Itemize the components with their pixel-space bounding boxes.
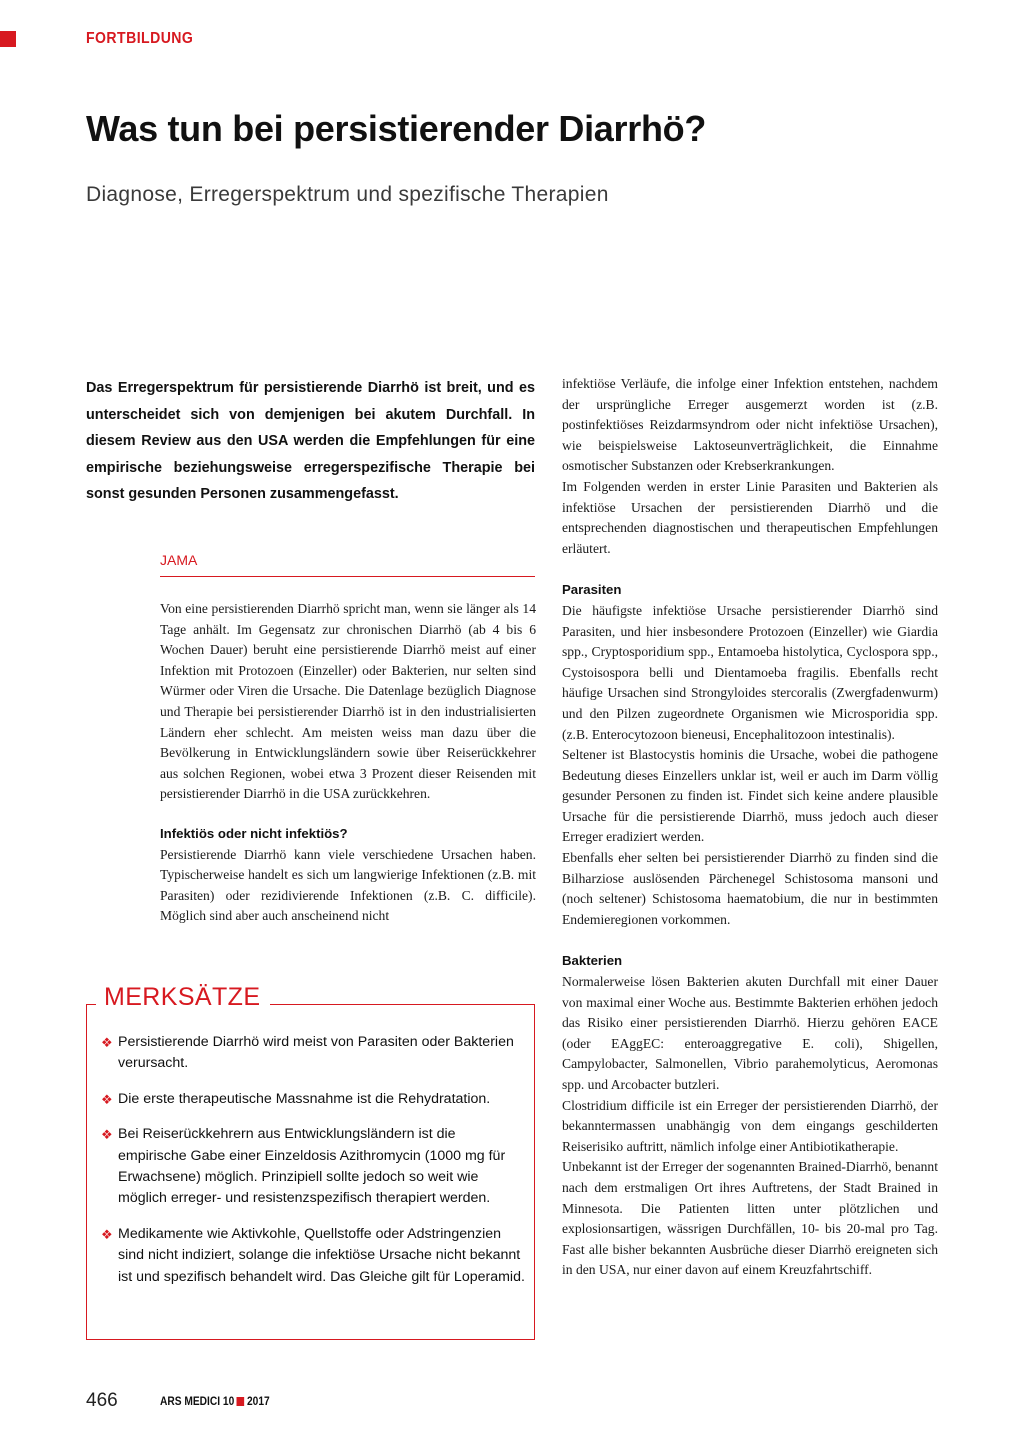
infektioes-paragraph: Persistierende Diarrhö kann viele verschiedene Ursachen haben. Typischerweise handelt es sich um langwierige Infektionen (z.B. mit Parasiten) oder rezidivierende Infektionen (z.B. C. difficile). Möglich sind aber auch anscheinend nicht	[160, 846, 536, 924]
footer-journal	[160, 1394, 270, 1408]
parasiten-paragraph-2: Seltener ist Blastocystis hominis die Ursache, wobei die pathogene Bedeutung dieses Einzellers unklar ist, weil er auch im Darm völlig gesunder Personen zu finden ist. Findet sich keine andere plausible Ursache für die persistierende Diarrhö, muss jedoch auch dieser Erreger eradiziert werden.	[562, 747, 938, 845]
bakterien-paragraph-3: Unbekannt ist der Erreger der sogenannten Brained-Diarrhö, benannt nach dem erstmaligen Ort ihres Auftretens, der Stadt Brained in Minnesota. Die Patienten litten unter plötzlichen und explosionsartigen, wässrigen Durchfällen, 10- bis 20-mal pro Tag. Fast alle bisher bekannten Ausbrüche dieser Diarrhö ereigneten sich in den USA, nur einer davon auf einem Kreuzfahrtschiff.	[562, 1159, 938, 1278]
article-lead: Das Erregerspektrum für persistierende Diarrhö ist breit, und es unterscheidet sich von demjenigen bei akutem Durchfall. In diesem Review aus den USA werden die Empfehlungen für eine empirische beziehungsweise erregerspezifische Therapie bei sonst gesunden Personen zusammengefasst.	[86, 380, 535, 503]
merksaetze-title: MERKSÄTZE	[104, 983, 261, 1011]
bakterien-paragraph-2: Clostridium difficile ist ein Erreger der persistierenden Diarrhö, der bekanntermassen unabhängig von dem eingangs geschilderten Reiserisiko auftritt, nämlich infolge einer Antibiotikatherapie.	[562, 1097, 938, 1154]
merksatz-text: Die erste therapeutische Massnahme ist die Rehydratation.	[118, 1090, 491, 1107]
source-divider	[160, 576, 535, 577]
article-title: Was tun bei persistierender Diarrhö?	[86, 108, 707, 149]
source-label: JAMA	[160, 552, 198, 568]
merksaetze-box-edge	[86, 1004, 96, 1005]
merksatz-item	[101, 1032, 527, 1075]
merksaetze-box-rule	[270, 1004, 535, 1005]
section-marker	[0, 31, 16, 47]
continuation-paragraph: infektiöse Verläufe, die infolge einer Infektion entstehen, nachdem der ursprüngliche Erreger ausgemerzt worden ist (z.B. postinfektiöses Reizdarmsyndrom oder nicht infektiöse Ursachen), wie beispielsweise Laktoseunverträglichkeit, die Einnahme osmotischer Substanzen oder Krebserkrankungen.	[562, 376, 938, 474]
heading-infektioes: Infektiös oder nicht infektiös?	[160, 825, 348, 841]
article-subtitle: Diagnose, Erregerspektrum und spezifische Therapien	[86, 183, 609, 206]
heading-bakterien: Bakterien	[562, 953, 623, 969]
diamond-bullet-icon: ❖	[101, 1226, 113, 1242]
merksatz-text: Persistierende Diarrhö wird meist von Parasiten oder Bakterien verursacht.	[118, 1034, 514, 1072]
parasiten-paragraph-1: Die häufigste infektiöse Ursache persistierender Diarrhö sind Parasiten, und hier insbesondere Protozoen (Einzeller) wie Giardia spp., Cryptosporidium spp., Entamoeba histolytica, Cyclospora spp., Cystoisospora belli und Dientamoeba fragilis. Ebenfalls recht häufige Ursachen sind Strongyloides stercoralis (Zwergfadenwurm) und den Pilzen zugeordnete Organismen wie Microsporidia spp. (z.B. Enterocytozoon bieneusi, Encephalitozoon intestinalis).	[562, 602, 938, 742]
merksatz-text: Bei Reiserückkehrern aus Entwicklungsländern ist die empirische Gabe einer Einzeldosis Azithromycin (1000 mg für Erwachsene) möglich. Prinzipiell sollte jedoch so weit wie möglich erreger- und resistenzspezifisch therapiert werden.	[118, 1126, 506, 1207]
merksatz-item	[101, 1124, 527, 1210]
intro-paragraph: Von eine persistierenden Diarrhö spricht man, wenn sie länger als 14 Tage anhält. Im Gegensatz zur chronischen Diarrhö (ab 4 bis 6 Wochen Dauer) beruht eine persistierende Diarrhö meist auf einer Infektion mit Protozoen (Einzeller) oder Bakterien, nur selten sind Würmer oder Viren die Ursache. Die Datenlage bezüglich Diagnose und Therapie bei persistierender Diarrhö ist in den industrialisierten Ländern eher schlecht. Am meisten weiss man dazu über die Bevölkerung in Entwicklungsländern sowie über Reiserückkehrer aus solchen Regionen, wobei etwa 3 Prozent dieser Reisenden mit persistierender Diarrhö in die USA zurückkehren.	[160, 601, 536, 802]
column-right	[562, 374, 938, 1281]
merksaetze-list	[101, 1032, 527, 1302]
merksatz-item	[101, 1224, 527, 1288]
column-left	[160, 599, 536, 927]
journal-name: ARS MEDICI 10	[160, 1394, 235, 1408]
merksatz-item	[101, 1089, 527, 1110]
merksatz-text: Medikamente wie Aktivkohle, Quellstoffe oder Adstringenzien sind nicht indiziert, solange die infektiöse Ursache nicht bekannt ist und spezifisch behandelt wird. Das Gleiche gilt für Loperamid.	[118, 1225, 525, 1285]
heading-parasiten: Parasiten	[562, 582, 622, 598]
diamond-bullet-icon: ❖	[101, 1035, 113, 1050]
bakterien-paragraph-1: Normalerweise lösen Bakterien akuten Durchfall mit einer Dauer von maximal einer Woche aus. Bestimmte Bakterien erhöhen jedoch das Risiko einer persistierenden Diarrhö. Hierzu gehören EACE (oder EAggEC: enteroaggregative E. coli), Shigellen, Campylobacter, Salmonellen, Vibrio parahemolyticus, Aeromonas spp. und Arcobacter butzleri.	[562, 974, 938, 1092]
page-number: 466	[86, 1390, 118, 1411]
intro-bakterien-paragraph: Im Folgenden werden in erster Linie Parasiten und Bakterien als infektiöse Ursachen der persistierenden Diarrhö und die entsprechenden diagnostischen und therapeutischen Empfehlungen erläutert.	[562, 478, 938, 556]
diamond-bullet-icon: ❖	[101, 1091, 113, 1107]
section-label: FORTBILDUNG	[86, 30, 194, 47]
journal-year: 2017	[247, 1394, 270, 1408]
parasiten-paragraph-3: Ebenfalls eher selten bei persistierender Diarrhö zu finden sind die Bilharziose auslösenden Pärchenegel Schistosoma mansoni und (noch seltener) Schistosoma haematobium, die nur in bestimmten Endemieregionen vorkommen.	[562, 850, 938, 927]
diamond-bullet-icon: ❖	[101, 1127, 113, 1143]
square-icon	[237, 1397, 245, 1406]
